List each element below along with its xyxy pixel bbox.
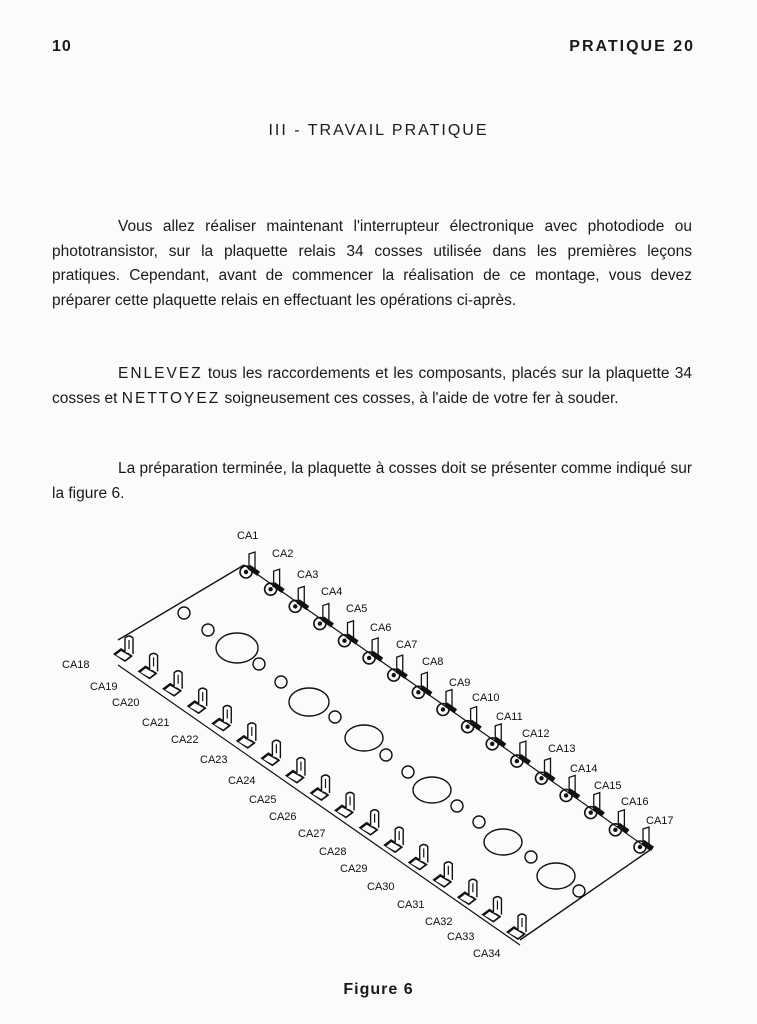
- terminal-label-ca2: CA2: [272, 548, 294, 560]
- terminal-ca31: [432, 862, 452, 888]
- figure-6-terminal-board: [0, 520, 757, 965]
- large-hole: [537, 863, 575, 889]
- terminal-label-ca18: CA18: [62, 659, 90, 671]
- page-number: 10: [52, 38, 72, 55]
- terminal-label-ca15: CA15: [594, 780, 622, 792]
- terminal-label-ca13: CA13: [548, 743, 576, 755]
- terminal-label-ca34: CA34: [473, 948, 501, 960]
- terminal-label-ca4: CA4: [321, 586, 343, 598]
- terminal-label-ca25: CA25: [249, 794, 277, 806]
- terminal-ring-center: [392, 673, 396, 677]
- terminal-label-ca27: CA27: [298, 828, 326, 840]
- terminal-label-ca30: CA30: [367, 881, 395, 893]
- hole: [573, 885, 585, 897]
- paragraph-result: [52, 457, 692, 506]
- running-head: PRATIQUE 20: [569, 38, 695, 55]
- terminal-label-ca10: CA10: [472, 692, 500, 704]
- terminal-label-ca6: CA6: [370, 622, 392, 634]
- large-hole: [289, 688, 329, 716]
- terminal-ca26: [310, 775, 330, 801]
- terminal-label-ca5: CA5: [346, 603, 368, 615]
- terminal-label-ca26: CA26: [269, 811, 297, 823]
- hole: [178, 607, 190, 619]
- terminal-ca30: [408, 845, 428, 871]
- terminal-label-ca11: CA11: [496, 711, 523, 723]
- hole: [525, 851, 537, 863]
- terminal-ca29: [383, 827, 403, 853]
- terminal-ring-center: [293, 604, 297, 608]
- terminal-label-ca32: CA32: [425, 916, 453, 928]
- paragraph-intro-text: Vous allez réaliser maintenant l'interrupteur électronique avec photodiode ou phototransistor, sur la plaquette relais 34 cosses utilisée dans les premières leçons pratiques. Cependant, avant de commencer la réalisation de ce montage, vous devez préparer cette plaquette relais en effectuant les opérations ci-après.: [52, 218, 692, 309]
- terminal-label-ca17: CA17: [646, 815, 674, 827]
- section-title: III - TRAVAIL PRATIQUE: [268, 122, 489, 139]
- terminal-label-ca33: CA33: [447, 931, 475, 943]
- terminal-ca32: [457, 879, 477, 905]
- terminal-ca16: [609, 810, 629, 836]
- paragraph-result-text: La préparation terminée, la plaquette à cosses doit se présenter comme indiqué sur la figure 6.: [52, 460, 692, 502]
- terminal-label-ca7: CA7: [396, 639, 418, 651]
- terminal-label-ca31: CA31: [397, 899, 425, 911]
- hole: [253, 658, 265, 670]
- terminal-label-ca14: CA14: [570, 763, 598, 775]
- paragraph-instructions-text-2: soigneusement ces cosses, à l'aide de votre fer à souder.: [220, 389, 619, 407]
- terminal-label-ca21: CA21: [142, 717, 170, 729]
- hole: [380, 749, 392, 761]
- hole: [451, 800, 463, 812]
- terminal-label-ca29: CA29: [340, 863, 368, 875]
- terminal-ca27: [334, 792, 354, 818]
- terminal-label-ca16: CA16: [621, 796, 649, 808]
- hole: [275, 676, 287, 688]
- terminal-ca18: [113, 636, 133, 662]
- terminal-label-ca12: CA12: [522, 728, 550, 740]
- figure-caption: Figure 6: [343, 981, 414, 998]
- terminal-ring-center: [244, 570, 248, 574]
- terminal-label-ca19: CA19: [90, 681, 118, 693]
- terminal-ca28: [359, 810, 379, 836]
- hole: [473, 816, 485, 828]
- terminal-ring-center: [441, 707, 445, 711]
- terminal-ca25: [285, 758, 305, 784]
- board-edge-right: [520, 850, 650, 940]
- paragraph-instructions: [52, 362, 692, 411]
- emphasis-nettoyez: NETTOYEZ: [121, 389, 221, 407]
- terminal-label-ca24: CA24: [228, 775, 256, 787]
- terminal-ca22: [211, 706, 231, 732]
- terminal-label-ca28: CA28: [319, 846, 347, 858]
- terminal-label-ca20: CA20: [112, 697, 140, 709]
- terminal-ring-center: [367, 656, 371, 660]
- terminal-label-ca3: CA3: [297, 569, 319, 581]
- large-hole: [345, 725, 383, 751]
- terminal-ca34: [506, 914, 526, 940]
- terminal-ring-center: [490, 742, 494, 746]
- emphasis-enlevez: ENLEVEZ: [118, 365, 203, 382]
- terminal-ring-center: [318, 621, 322, 625]
- terminal-label-ca8: CA8: [422, 656, 444, 668]
- terminal-ca21: [187, 688, 207, 714]
- hole: [329, 711, 341, 723]
- terminal-ring-center: [268, 587, 272, 591]
- terminal-ca19: [138, 653, 158, 679]
- terminal-ring-center: [515, 759, 519, 763]
- large-hole: [413, 777, 451, 803]
- terminal-ca33: [481, 897, 501, 923]
- terminal-ca23: [236, 723, 256, 749]
- paragraph-intro: [52, 215, 692, 313]
- large-hole: [484, 829, 522, 855]
- terminal-ring-center: [589, 810, 593, 814]
- terminal-label-ca1: CA1: [237, 530, 259, 542]
- terminal-label-ca9: CA9: [449, 677, 471, 689]
- terminal-label-ca23: CA23: [200, 754, 228, 766]
- terminal-ring-center: [613, 828, 617, 832]
- terminal-label-ca22: CA22: [171, 734, 199, 746]
- hole: [202, 624, 214, 636]
- terminal-ring-center: [539, 776, 543, 780]
- terminal-ring-center: [416, 690, 420, 694]
- terminal-ring-center: [465, 724, 469, 728]
- large-hole: [216, 633, 258, 663]
- terminal-ring-center: [638, 845, 642, 849]
- terminal-ring-center: [564, 793, 568, 797]
- terminal-row-top: [240, 552, 654, 853]
- paragraph-instructions-text-1: tous les raccordements et les composants, placés sur la plaquette 34 cosses et: [52, 365, 692, 407]
- board-edge-front: [118, 665, 520, 945]
- terminal-ring-center: [342, 639, 346, 643]
- board-edge-left: [118, 565, 244, 640]
- terminal-ca24: [260, 740, 280, 766]
- terminal-ca17: [634, 827, 654, 853]
- terminal-ca20: [162, 671, 182, 697]
- hole: [402, 766, 414, 778]
